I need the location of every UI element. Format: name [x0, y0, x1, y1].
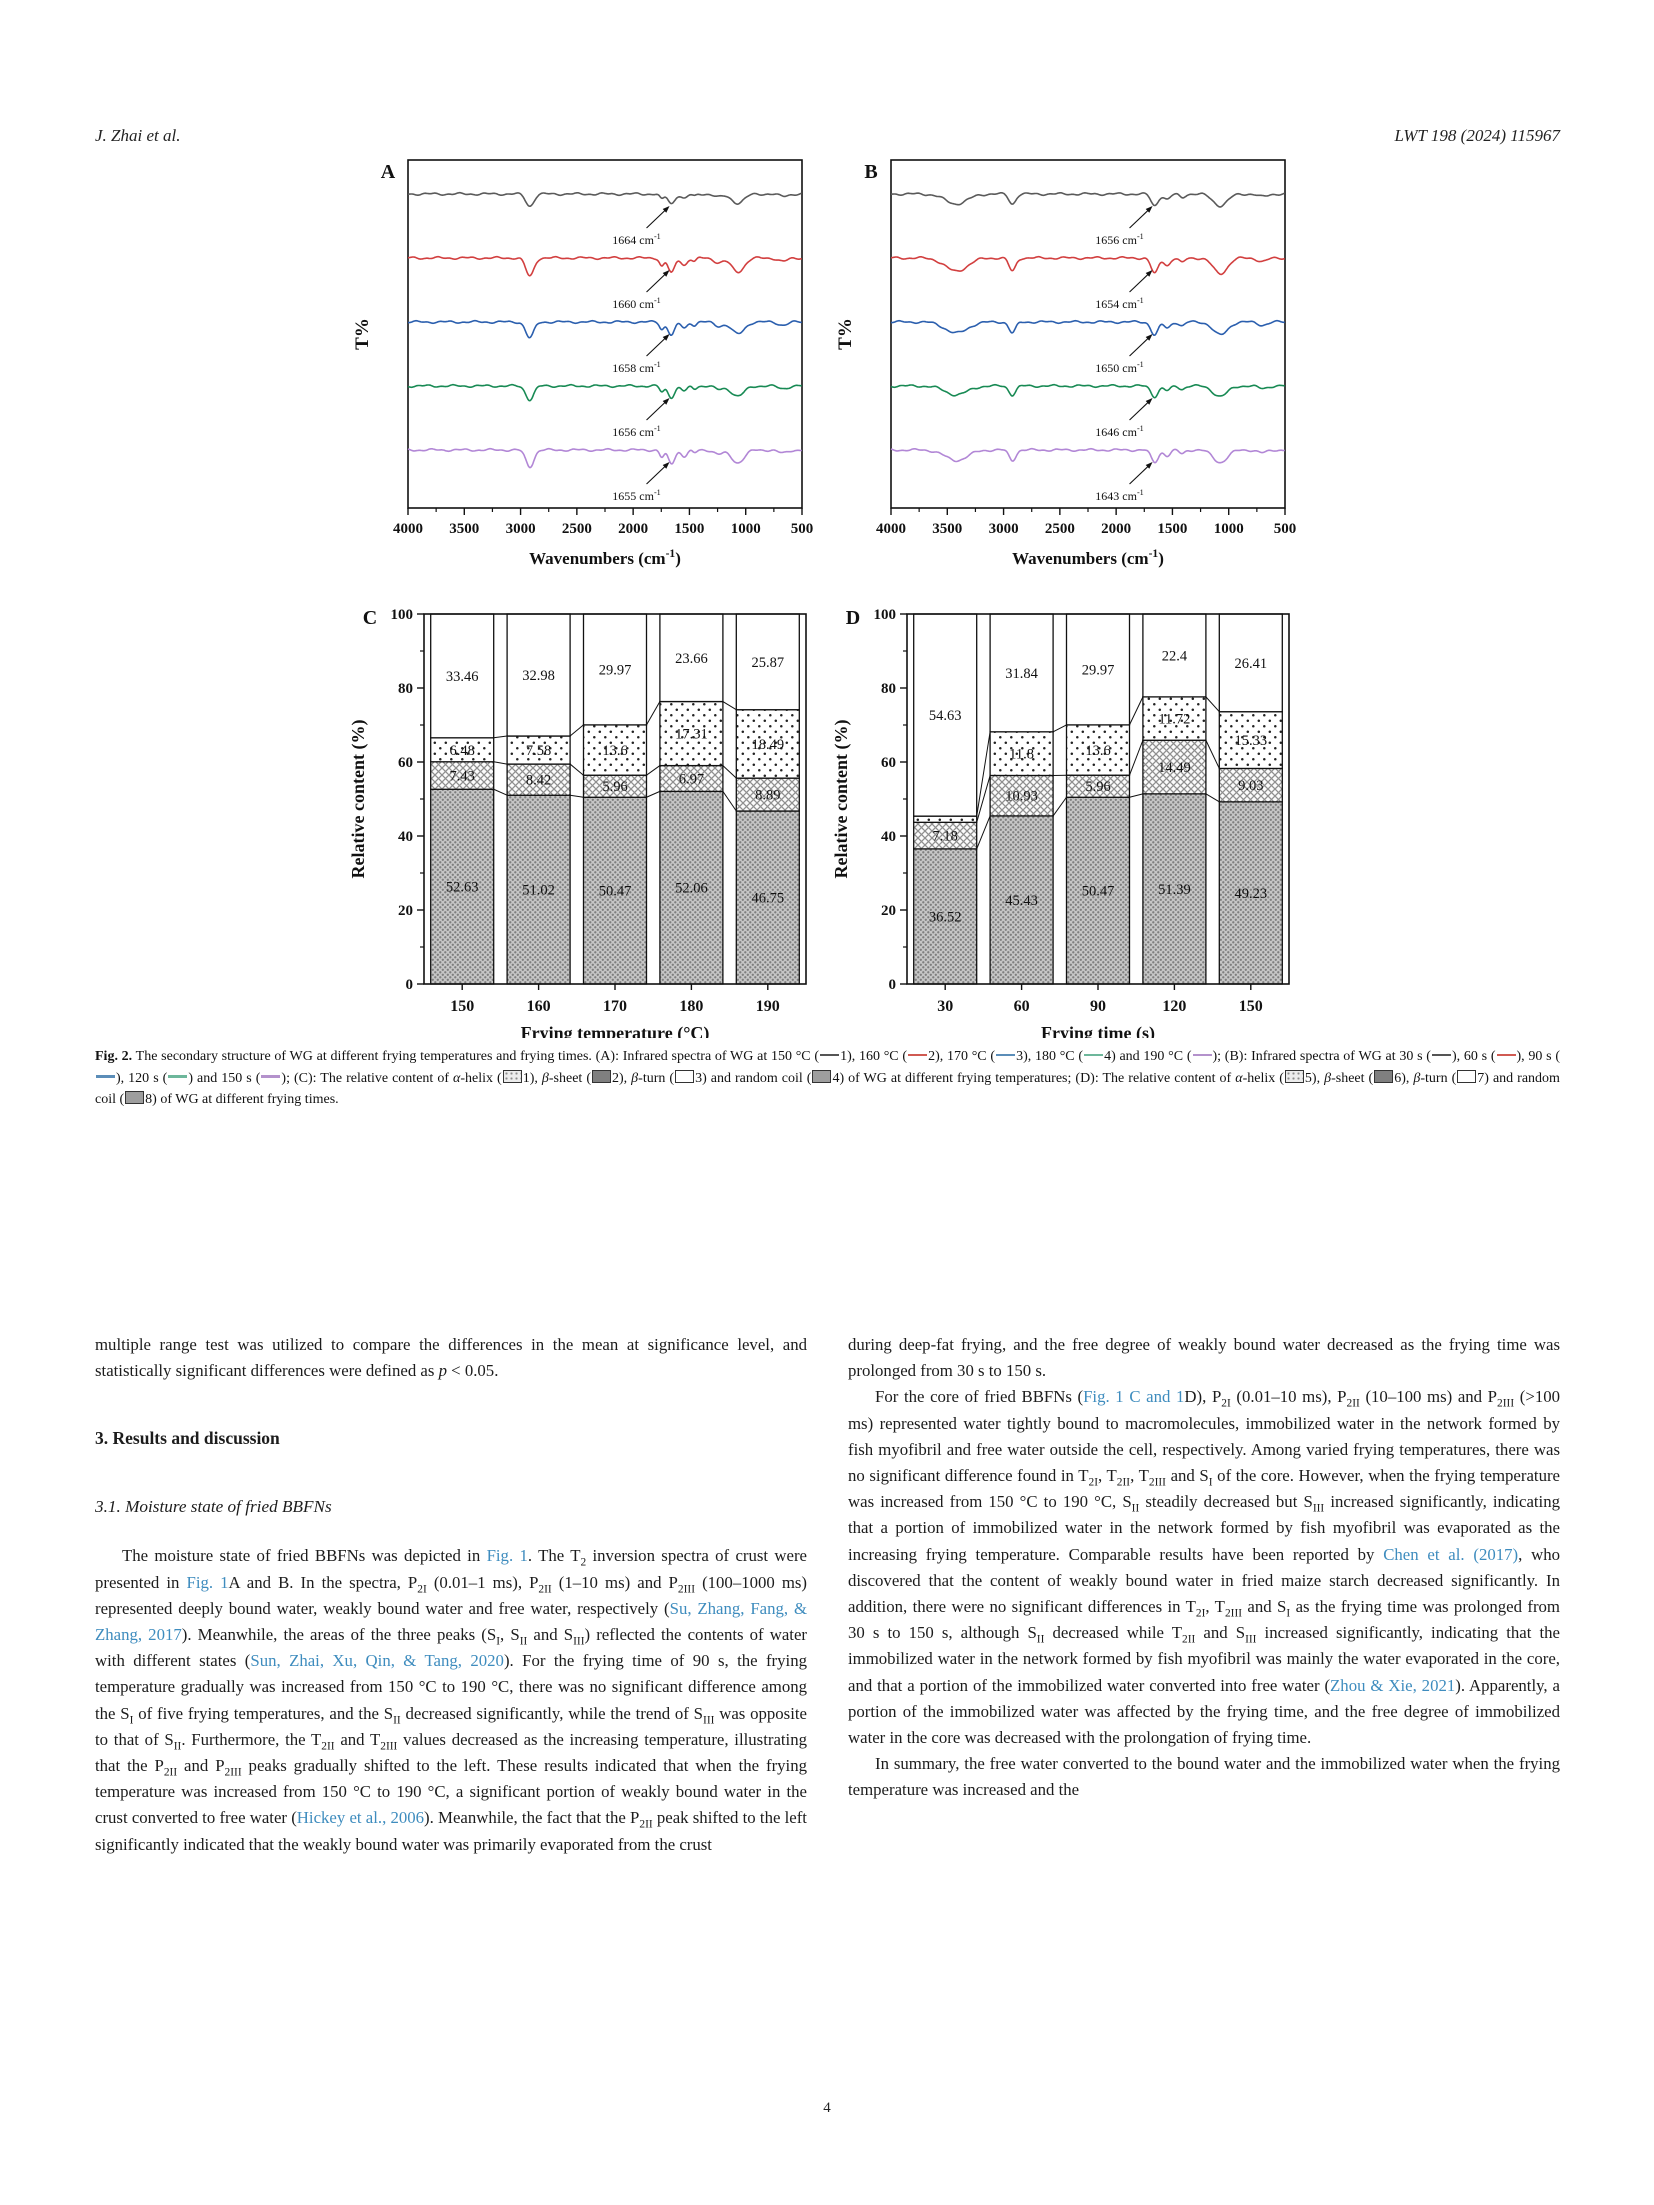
svg-text:190: 190	[755, 998, 780, 1015]
svg-text:1500: 1500	[674, 521, 705, 537]
svg-text:4000: 4000	[876, 521, 906, 537]
svg-text:1655 cm-1: 1655 $cm^{-1}$	[612, 487, 661, 503]
svg-text:6.97: 6.97	[678, 771, 705, 788]
left-column	[95, 1332, 807, 1858]
svg-text:50.47: 50.47	[598, 883, 632, 900]
citation-link[interactable]: Su, Zhang, Fang, & Zhang, 2017	[95, 1598, 807, 1645]
svg-text:1000: 1000	[730, 521, 761, 537]
svg-text:25.87: 25.87	[751, 654, 785, 671]
svg-text:11.72: 11.72	[1158, 711, 1191, 728]
svg-text:26.41: 26.41	[1234, 655, 1268, 672]
svg-text:Relative content (%): Relative content (%)	[348, 719, 368, 879]
svg-text:8.42: 8.42	[525, 772, 552, 789]
citation-link[interactable]: Hickey et al., 2006	[296, 1808, 425, 1828]
svg-text:150: 150	[1238, 998, 1263, 1015]
svg-text:36.52: 36.52	[928, 909, 962, 926]
svg-text:A: A	[380, 161, 396, 183]
svg-text:Wavenumbers (cm-1): Wavenumbers $(cm^{-1})$	[529, 546, 681, 568]
svg-text:54.63: 54.63	[928, 708, 962, 725]
citation-link[interactable]: Fig. 1	[186, 1572, 229, 1592]
svg-text:100: 100	[390, 607, 413, 623]
svg-text:2000: 2000	[618, 521, 649, 537]
body-paragraph: In summary, the free water converted to the bound water and the immobilized water when the frying temperature was increased and the	[848, 1754, 1560, 1800]
svg-text:T%: T%	[835, 318, 856, 350]
legend-line-swatch	[996, 1054, 1015, 1056]
svg-text:C: C	[362, 607, 378, 629]
legend-pattern-swatch	[592, 1070, 611, 1083]
svg-text:5.96: 5.96	[1085, 779, 1111, 796]
svg-text:49.23: 49.23	[1234, 885, 1268, 902]
svg-text:17.31: 17.31	[675, 726, 708, 743]
svg-text:10.93: 10.93	[1005, 788, 1038, 805]
svg-text:40: 40	[398, 829, 413, 845]
svg-text:80: 80	[398, 681, 413, 697]
svg-text:51.39: 51.39	[1158, 881, 1191, 898]
svg-text:170: 170	[603, 998, 627, 1015]
svg-text:Wavenumbers (cm-1): Wavenumbers $(cm^{-1})$	[1012, 546, 1164, 568]
legend-line-swatch	[1497, 1054, 1516, 1056]
page-header	[95, 126, 1560, 146]
svg-text:60: 60	[881, 755, 896, 771]
svg-text:60: 60	[1013, 998, 1030, 1015]
svg-text:Frying temperature (°C): Frying temperature (°C)	[520, 1023, 710, 1038]
svg-text:B: B	[864, 161, 878, 183]
svg-text:Frying time (s): Frying time (s)	[1041, 1023, 1155, 1038]
citation-link[interactable]: Chen et al. (2017)	[1383, 1544, 1519, 1564]
svg-text:20: 20	[398, 903, 413, 919]
svg-text:6.48: 6.48	[449, 742, 475, 759]
svg-text:3000: 3000	[505, 521, 536, 537]
legend-pattern-swatch	[503, 1070, 522, 1083]
svg-text:90: 90	[1090, 998, 1106, 1015]
figure-label: Fig. 2.	[95, 1049, 133, 1064]
svg-text:T%: T%	[352, 318, 373, 350]
svg-text:23.66: 23.66	[675, 650, 708, 667]
svg-text:500: 500	[790, 521, 814, 537]
svg-text:Relative content (%): Relative content (%)	[831, 719, 851, 879]
subsection-heading: 3.1. Moisture state of fried BBFNs	[95, 1497, 332, 1517]
svg-text:51.02: 51.02	[522, 882, 555, 899]
svg-text:31.84: 31.84	[1005, 665, 1038, 682]
legend-line-swatch	[1193, 1054, 1212, 1056]
svg-text:4000: 4000	[393, 521, 423, 537]
svg-text:11.8: 11.8	[1009, 746, 1035, 763]
svg-text:33.46: 33.46	[445, 668, 479, 685]
svg-text:32.98: 32.98	[522, 668, 555, 685]
legend-line-swatch	[96, 1075, 115, 1077]
svg-text:150: 150	[450, 998, 475, 1015]
svg-text:1656 cm-1: 1656 $cm^{-1}$	[1095, 231, 1144, 247]
svg-text:D: D	[845, 607, 861, 629]
svg-text:2000: 2000	[1101, 521, 1132, 537]
citation-link[interactable]: Sun, Zhai, Xu, Qin, & Tang, 2020	[250, 1651, 504, 1671]
legend-pattern-swatch	[675, 1070, 694, 1083]
svg-text:20: 20	[881, 903, 896, 919]
figure-2-spectra-row	[344, 148, 1310, 589]
body-paragraph: For the core of fried BBFNs (Fig. 1 C and 1D), $P_{2I}$ (0.01–10 ms), $P_{2II}$ (10–100 ms) and $P_{2III}$ (>100 ms) represented water tightly bound to macromolecules, immobilized water in the network formed by fish myofibril and free water outside the cell, respectively. Among varied frying temperatures, there was no significant difference found in $T_{2I}$, $T_{2II}$, $T_{2III}$ and $S_I$ of the core. However, when the frying temperature was increased from 150 °C to 190 °C, $S_{II}$ steadily decreased but $S_{III}$ increased significantly, indicating that a portion of immobilized water in the network formed by fish myofibril was evaporated as the increasing frying temperature. Comparable results have been reported by Chen et al. (2017), who discovered that the content of weakly bound water in fried maize starch decreased significantly. In addition, there were no significant differences in $T_{2I}$, $T_{2III}$ and $S_I$ as the frying time was prolonged from 30 s to 150 s, although $S_{II}$ decreased while $T_{2II}$ and $S_{III}$ increased significantly, indicating that the immobilized water in the network formed by fish myofibril was mainly the water evaporated in the core, and that a portion of the immobilized water converted into free water (Zhou & Xie, 2021). Apparently, a portion of the immobilized water was affected by the frying time, and the free degree of immobilized water in the core was decreased with the prolongation of frying time.	[848, 1387, 1561, 1748]
legend-line-swatch	[168, 1075, 187, 1077]
legend-pattern-swatch	[1285, 1070, 1304, 1083]
svg-text:3500: 3500	[449, 521, 480, 537]
svg-text:1646 cm-1: 1646 $cm^{-1}$	[1095, 423, 1144, 439]
stacked-bar-plot-C	[344, 586, 827, 1038]
citation-link[interactable]: Fig. 1 C and 1	[1083, 1387, 1185, 1407]
svg-text:8.89: 8.89	[755, 787, 781, 804]
legend-pattern-swatch	[1457, 1070, 1476, 1083]
figure-2-bars-row	[344, 586, 1310, 1043]
svg-text:5.96: 5.96	[602, 779, 628, 796]
right-column	[848, 1332, 1560, 1858]
svg-text:2500: 2500	[1044, 521, 1075, 537]
svg-text:100: 100	[873, 607, 896, 623]
citation-link[interactable]: Zhou & Xie, 2021	[1330, 1675, 1456, 1695]
svg-text:180: 180	[679, 998, 704, 1015]
svg-text:22.4: 22.4	[1161, 648, 1188, 665]
svg-text:46.75: 46.75	[751, 890, 785, 907]
figure-caption: Fig. 2. The secondary structure of WG at different frying temperatures and frying times. (A): Infrared spectra of WG at 150 °C ( 1), 160 °C ( 2), 170 °C ( 3), 180 °C ( 4) and 190 °C ( ); (B): Infrared spectra of WG at 30 s ( ), 60 s ( ), 90 s (), 120 s ( ) and 150 s ( ); (C): The relative content of α-helix ( 1), β-sheet ( 2), β-turn ( 3) and random coil ( 4) of WG at different frying temperatures; (D): The relative content of α-helix ( 5), β-sheet ( 6), β-turn ( 7) and random coil ( 8) of WG at different frying times.	[95, 1049, 1561, 1107]
svg-text:52.06: 52.06	[675, 880, 708, 897]
stacked-bar-plot-D	[827, 586, 1310, 1038]
svg-text:9.03: 9.03	[1238, 778, 1264, 795]
citation-link[interactable]: Fig. 1	[486, 1546, 528, 1566]
svg-text:1643 cm-1: 1643 $cm^{-1}$	[1095, 487, 1144, 503]
svg-text:500: 500	[1273, 521, 1297, 537]
legend-pattern-swatch	[125, 1091, 144, 1104]
legend-line-swatch	[908, 1054, 927, 1056]
svg-text:1656 cm-1: 1656 $cm^{-1}$	[612, 423, 661, 439]
svg-text:60: 60	[398, 755, 413, 771]
svg-text:1650 cm-1: 1650 $cm^{-1}$	[1095, 359, 1144, 375]
svg-text:1000: 1000	[1213, 521, 1244, 537]
svg-text:13.6: 13.6	[1085, 743, 1111, 760]
running-author: J. Zhai et al.	[95, 126, 181, 145]
panel-b-ftir-spectra-chart	[827, 148, 1310, 589]
svg-text:50.47: 50.47	[1081, 883, 1115, 900]
svg-text:1654 cm-1: 1654 $cm^{-1}$	[1095, 295, 1144, 311]
svg-text:120: 120	[1162, 998, 1187, 1015]
svg-text:7.43: 7.43	[449, 768, 475, 785]
svg-text:160: 160	[526, 998, 551, 1015]
legend-pattern-swatch	[1374, 1070, 1393, 1083]
journal-ref: LWT 198 (2024) 115967	[1394, 126, 1560, 145]
svg-text:0: 0	[888, 977, 896, 993]
svg-text:18.49: 18.49	[751, 736, 785, 753]
panel-d-stacked-bar-chart	[827, 586, 1310, 1043]
svg-text:2500: 2500	[561, 521, 592, 537]
svg-text:1500: 1500	[1157, 521, 1188, 537]
svg-text:7.18: 7.18	[932, 828, 958, 845]
svg-text:45.43: 45.43	[1005, 892, 1038, 909]
svg-text:7.58: 7.58	[525, 743, 552, 760]
svg-text:3000: 3000	[988, 521, 1019, 537]
svg-text:15.33: 15.33	[1234, 733, 1268, 750]
svg-text:1664 cm-1: 1664 $cm^{-1}$	[612, 231, 661, 247]
svg-text:14.49: 14.49	[1158, 760, 1191, 777]
legend-line-swatch	[1432, 1054, 1451, 1056]
section-heading: 3. Results and discussion	[95, 1428, 280, 1449]
spectra-plot-B	[827, 148, 1310, 584]
svg-text:52.63: 52.63	[445, 879, 479, 896]
panel-a-ftir-spectra-chart	[344, 148, 827, 589]
legend-line-swatch	[820, 1054, 839, 1056]
svg-text:1660 cm-1: 1660 $cm^{-1}$	[612, 295, 661, 311]
svg-text:29.97: 29.97	[1081, 662, 1115, 679]
svg-text:0: 0	[405, 977, 413, 993]
svg-text:13.6: 13.6	[602, 743, 628, 760]
spectra-plot-A	[344, 148, 827, 584]
page-number: 4	[823, 2100, 831, 2116]
svg-text:29.97: 29.97	[598, 662, 632, 679]
legend-pattern-swatch	[812, 1070, 831, 1083]
legend-line-swatch	[261, 1075, 280, 1077]
svg-text:3500: 3500	[932, 521, 963, 537]
body-paragraph: during deep-fat frying, and the free degree of weakly bound water decreased as the frying time was prolonged from 30 s to 150 s.	[848, 1335, 1560, 1381]
svg-text:1658 cm-1: 1658 $cm^{-1}$	[612, 359, 661, 375]
body-paragraph: multiple range test was utilized to compare the differences in the mean at significance level, and statistically significant differences were defined as p < 0.05.	[95, 1335, 807, 1381]
panel-c-stacked-bar-chart	[344, 586, 827, 1043]
svg-text:40: 40	[881, 829, 896, 845]
body-text	[95, 1332, 1560, 1858]
svg-text:30: 30	[937, 998, 954, 1015]
svg-text:80: 80	[881, 681, 896, 697]
body-paragraph: The moisture state of fried BBFNs was depicted in Fig. 1. The $T_2$ inversion spectra of crust were presented in Fig. 1A and B. In the spectra, $P_{2I}$ (0.01–1 ms), $P_{2II}$ (1–10 ms) and $P_{2III}$ (100–1000 ms) represented deeply bound water, weakly bound water and free water, respectively (Su, Zhang, Fang, & Zhang, 2017). Meanwhile, the areas of the three peaks ($S_I$, $S_{II}$ and $S_{III}$) reflected the contents of water with different states (Sun, Zhai, Xu, Qin, & Tang, 2020). For the frying time of 90 s, the frying temperature gradually was increased from 150 °C to 190 °C, there was no significant difference among the $S_I$ of five frying temperatures, and the $S_{II}$ decreased significantly, while the trend of $S_{III}$ was opposite to that of $S_{II}$. Furthermore, the $T_{2II}$ and $T_{2III}$ values decreased as the increasing temperature, illustrating that the $P_{2II}$ and $P_{2III}$ peaks gradually shifted to the left. These results indicated that when the frying temperature was increased from 150 °C to 190 °C, a significant portion of weakly bound water in the crust converted to free water (Hickey et al., 2006). Meanwhile, the fact that the $P_{2II}$ peak shifted to the left significantly indicated that the weakly bound water was primarily evaporated from the crust	[95, 1546, 808, 1854]
legend-line-swatch	[1084, 1054, 1103, 1056]
